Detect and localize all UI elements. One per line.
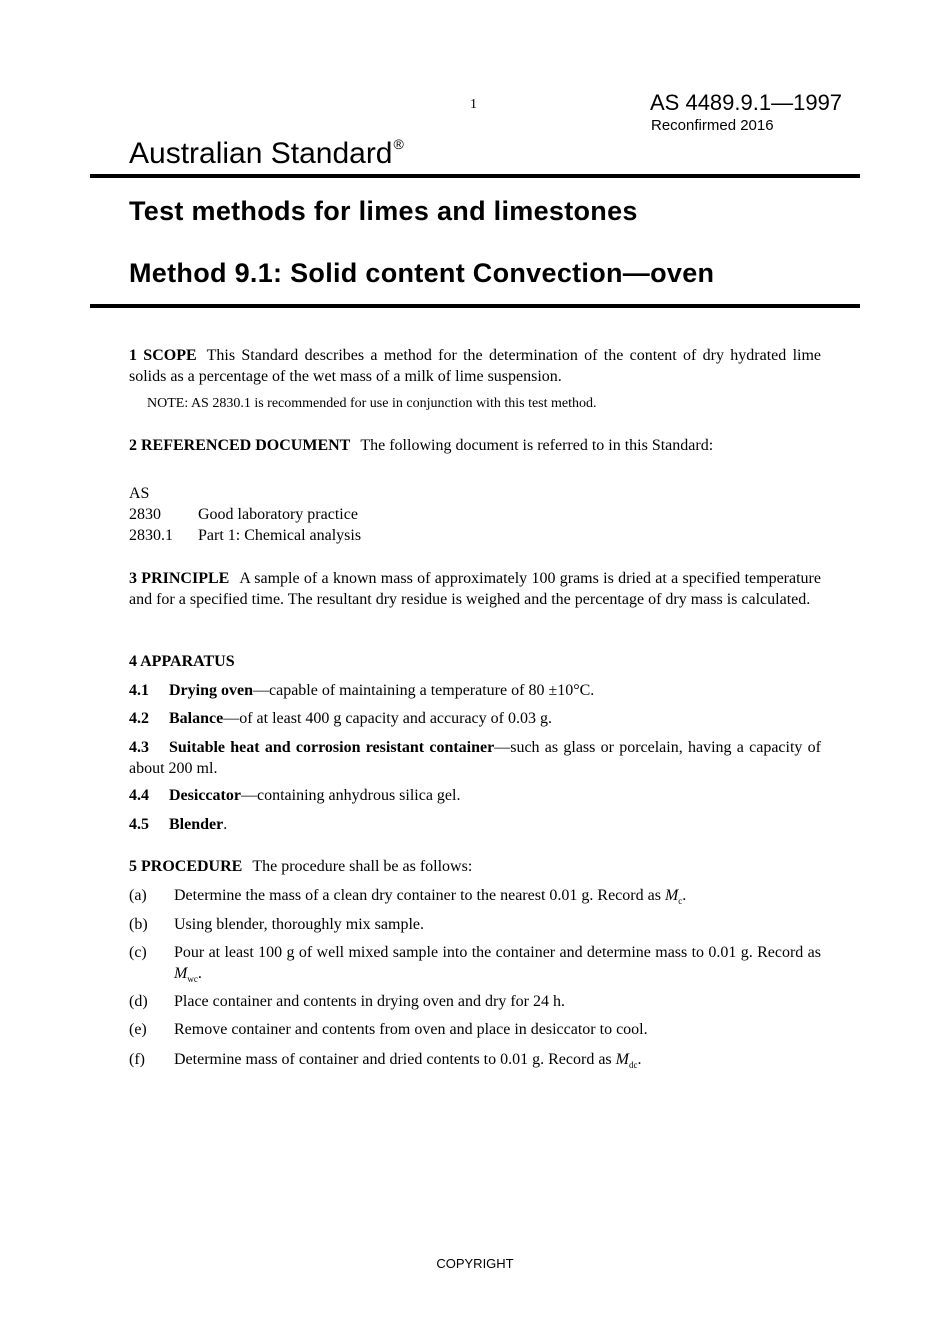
step-text: Determine the mass of a clean dry container to the nearest 0.01 g. Record as <box>174 887 665 904</box>
apparatus-heading: 4 APPARATUS <box>129 653 235 670</box>
principle-text: A sample of a known mass of approximately 100 grams is dried at a specified temperature and for a specified time. The resultant dry residue is weighed and the percentage of dry mass is calculated. <box>129 570 821 608</box>
apparatus-item <box>129 709 821 730</box>
principle-section <box>129 569 821 610</box>
step-label: (d) <box>129 993 148 1010</box>
procedure-step <box>129 1020 821 1041</box>
step-label: (f) <box>129 1051 145 1068</box>
reference-code: 2830 <box>129 506 161 523</box>
standard-number: AS 4489.9.1—1997 <box>650 90 843 115</box>
procedure-heading: 5 PROCEDURE <box>129 858 243 875</box>
step-label: (a) <box>129 887 147 904</box>
step-end: . <box>637 1051 642 1068</box>
step-end: . <box>197 964 202 982</box>
procedure-text: The procedure shall be as follows: <box>252 858 473 875</box>
item-number: 4.1 <box>129 682 149 699</box>
apparatus-item <box>129 815 821 836</box>
reference-code: 2830.1 <box>129 527 173 544</box>
procedure-step <box>129 992 821 1013</box>
step-label: (b) <box>129 916 148 933</box>
item-name: Balance <box>169 710 224 727</box>
reconfirmed-note: Reconfirmed 2016 <box>651 117 774 134</box>
item-description: —capable of maintaining a temperature of 80 ±10°C. <box>253 682 595 699</box>
item-name: Desiccator <box>169 787 241 804</box>
method-title: Method 9.1: Solid content Convection—oven <box>129 258 715 288</box>
step-subscript: wc <box>187 973 198 984</box>
step-label: (c) <box>129 944 147 961</box>
document-title: Test methods for limes and limestones <box>129 196 638 226</box>
principle-heading: 3 PRINCIPLE <box>129 570 230 587</box>
procedure-step <box>129 886 821 912</box>
item-description: . <box>223 816 228 833</box>
step-text: Pour at least 100 g of well mixed sample into the container and determine mass to 0.01 g. Record as <box>174 944 821 961</box>
procedure-step <box>129 1050 821 1076</box>
step-subscript: c <box>678 896 683 907</box>
step-text: Determine mass of container and dried contents to 0.01 g. Record as <box>174 1051 616 1068</box>
scope-text: This Standard describes a method for the determination of the content of dry hydrated lime solids as a percentage of the wet mass of a milk of lime suspension. <box>129 347 822 385</box>
apparatus-item <box>129 681 821 702</box>
reference-title: Good laboratory practice <box>198 506 358 523</box>
reference-row <box>129 527 361 545</box>
step-variable: M <box>615 1051 629 1068</box>
item-number: 4.5 <box>129 816 149 833</box>
brand-name: Australian Standard <box>129 137 393 170</box>
scope-note: NOTE: AS 2830.1 is recommended for use in conjunction with this test method. <box>147 396 597 411</box>
step-text: Place container and contents in drying oven and dry for 24 h. <box>174 993 565 1010</box>
referenced-text: The following document is referred to in this Standard: <box>360 437 714 454</box>
procedure-section <box>129 857 821 878</box>
step-variable: M <box>664 887 679 904</box>
step-label: (e) <box>129 1021 147 1038</box>
apparatus-item <box>129 786 821 807</box>
item-description: —such as glass or porcelain, having a capacity of about 200 ml. <box>129 739 821 777</box>
reference-title: Part 1: Chemical analysis <box>198 527 362 544</box>
procedure-step <box>129 943 821 989</box>
copyright-footer: COPYRIGHT <box>436 1256 514 1271</box>
item-description: —of at least 400 g capacity and accuracy of 0.03 g. <box>223 710 552 727</box>
item-name: Drying oven <box>169 682 253 699</box>
step-variable: M <box>174 964 188 982</box>
title-rule <box>90 304 860 308</box>
step-text: Remove container and contents from oven and place in desiccator to cool. <box>174 1021 648 1038</box>
item-number: 4.2 <box>129 710 149 727</box>
brand-title <box>129 136 404 171</box>
item-description: —containing anhydrous silica gel. <box>240 787 461 804</box>
page-number: 1 <box>470 97 477 112</box>
reference-prefix: AS <box>129 485 150 502</box>
procedure-step <box>129 915 821 936</box>
top-rule <box>90 174 860 178</box>
item-number: 4.4 <box>129 787 149 804</box>
referenced-heading: 2 REFERENCED DOCUMENT <box>129 437 351 454</box>
step-text: Using blender, thoroughly mix sample. <box>174 916 424 933</box>
apparatus-item <box>129 738 821 779</box>
scope-heading: 1 SCOPE <box>129 347 197 364</box>
reference-row <box>129 506 358 524</box>
scope-section <box>129 346 821 387</box>
referenced-section <box>129 436 821 457</box>
item-name: Blender <box>169 816 224 833</box>
item-name: Suitable heat and corrosion resistant container <box>169 739 495 756</box>
step-end: . <box>682 887 687 904</box>
item-number: 4.3 <box>129 739 149 756</box>
registered-mark: ® <box>393 136 404 152</box>
step-subscript: dc <box>628 1060 638 1071</box>
